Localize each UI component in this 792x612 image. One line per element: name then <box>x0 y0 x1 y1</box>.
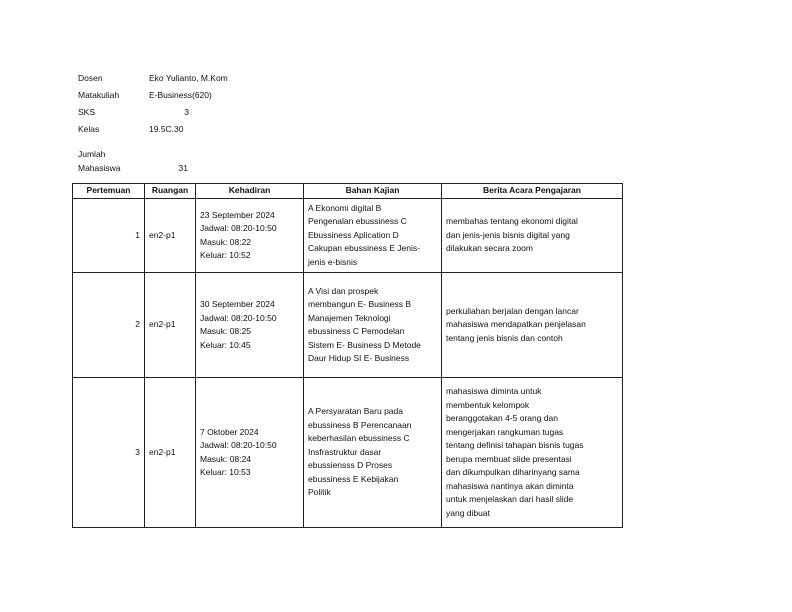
header-ruangan: Ruangan <box>145 184 196 199</box>
kehadiran-masuk: Masuk: 08:22 <box>200 236 252 247</box>
bahan-line: A Visi dan prospek <box>308 285 379 296</box>
kehadiran-keluar: Keluar: 10:53 <box>200 467 251 477</box>
ruangan-cell: en2-p1 <box>145 199 196 273</box>
kehadiran-jadwal: Jadwal: 08:20-10:50 <box>200 223 277 233</box>
bahan-line: A Persyaratan Baru pada <box>308 406 403 417</box>
table-row <box>73 273 623 378</box>
dosen-value: Eko Yulianto, M.Kom <box>149 73 228 83</box>
pertemuan-cell: 1 <box>73 199 145 273</box>
header-bahan-kajian: Bahan Kajian <box>304 184 442 199</box>
berita-line: berupa membuat slide presentasi <box>446 453 572 464</box>
berita-acara-cell <box>442 378 623 528</box>
bahan-line: Manajemen Teknologi <box>308 312 391 323</box>
berita-line: perkuliahan berjalan dengan lancar <box>446 305 579 316</box>
table-row <box>73 378 623 528</box>
berita-line: beranggotakan 4-5 orang dan <box>446 413 559 423</box>
header-berita-acara: Berita Acara Pengajaran <box>442 184 623 199</box>
sks-label: SKS <box>78 107 96 117</box>
bahan-line: Pengenalan ebussiness C <box>308 216 407 227</box>
kehadiran-cell <box>196 273 304 378</box>
berita-line: tentang definisi tahapan bisnis tugas <box>446 440 584 450</box>
pertemuan-cell: 3 <box>73 378 145 528</box>
kelas-label: Kelas <box>78 124 100 134</box>
bahan-kajian-cell <box>304 273 442 378</box>
bahan-line: Daur Hidup SI E- Business <box>308 353 410 363</box>
berita-line: mahasiswa nantinya akan diminta <box>446 480 574 491</box>
ruangan-cell: en2-p1 <box>145 273 196 378</box>
bahan-line: keberhasilan ebussiness C <box>308 433 410 444</box>
bahan-line: Ebussiness Aplication D <box>308 229 399 240</box>
kelas-value: 19.5C.30 <box>149 124 184 134</box>
berita-line: mahasiswa mendapatkan penjelasan <box>446 319 586 330</box>
bahan-line: A Ekonomi digital B <box>308 202 382 213</box>
bahan-line: ebussiness E Kebijakan <box>308 473 399 484</box>
kehadiran-keluar: Keluar: 10:45 <box>200 339 251 350</box>
sks-value: 3 <box>184 107 189 117</box>
bahan-kajian-cell <box>304 378 442 528</box>
berita-acara-cell <box>442 273 623 378</box>
bahan-line: membangun E- Business B <box>308 299 411 309</box>
bahan-line: Cakupan ebussiness E Jenis- <box>308 243 420 254</box>
kehadiran-jadwal: Jadwal: 08:20-10:50 <box>200 440 277 450</box>
ruangan-cell: en2-p1 <box>145 378 196 528</box>
berita-line: tentang jenis bisnis dan contoh <box>446 332 563 343</box>
dosen-label: Dosen <box>78 73 103 83</box>
bahan-line: ebussiness B Perencanaan <box>308 419 412 430</box>
kehadiran-date: 7 Oktober 2024 <box>200 426 259 437</box>
kehadiran-masuk: Masuk: 08:24 <box>200 453 252 464</box>
berita-line: yang dibuat <box>446 507 490 518</box>
bahan-line: ebussiensss D Proses <box>308 460 393 471</box>
matakuliah-label: Matakuliah <box>78 90 120 100</box>
matakuliah-value: E-Business(620) <box>149 90 212 100</box>
kehadiran-cell <box>196 378 304 528</box>
berita-line: dilakukan secara zoom <box>446 243 533 254</box>
kehadiran-jadwal: Jadwal: 08:20-10:50 <box>200 312 277 323</box>
jumlah-label-2: Mahasiswa <box>78 163 121 173</box>
header-pertemuan: Pertemuan <box>73 184 145 199</box>
berita-line: mahasiswa diminta untuk <box>446 386 542 396</box>
kehadiran-keluar: Keluar: 10:52 <box>200 250 251 260</box>
berita-line: membentuk kelompok <box>446 399 530 410</box>
berita-line: membahas tentang ekonomi digital <box>446 216 578 227</box>
pertemuan-cell: 2 <box>73 273 145 378</box>
jumlah-label-1: Jumlah <box>78 149 106 159</box>
bahan-line: jenis e-bisnis <box>308 256 358 267</box>
bahan-line: Insfrastruktur dasar <box>308 446 382 457</box>
bahan-kajian-cell <box>304 199 442 273</box>
berita-line: mengerjakan rangkuman tugas <box>446 426 564 437</box>
berita-line: dan dikumpulkan diharinyang sama <box>446 467 580 477</box>
berita-line: untuk menjelaskan dari hasil slide <box>446 494 574 504</box>
berita-acara-cell <box>442 199 623 273</box>
kehadiran-cell <box>196 199 304 273</box>
berita-line: dan jenis-jenis bisnis digital yang <box>446 229 570 240</box>
jumlah-value: 31 <box>178 163 188 173</box>
kehadiran-masuk: Masuk: 08:25 <box>200 326 252 336</box>
bahan-line: ebussiness C Pemodelan <box>308 326 405 336</box>
bahan-line: Sistem E- Business D Metode <box>308 339 421 350</box>
table-row <box>73 199 623 273</box>
attendance-table <box>72 183 623 528</box>
header-kehadiran: Kehadiran <box>196 184 304 199</box>
kehadiran-date: 23 September 2024 <box>200 209 275 220</box>
kehadiran-date: 30 September 2024 <box>200 299 275 309</box>
bahan-line: Politik <box>308 487 331 498</box>
table-header-row <box>73 184 623 199</box>
